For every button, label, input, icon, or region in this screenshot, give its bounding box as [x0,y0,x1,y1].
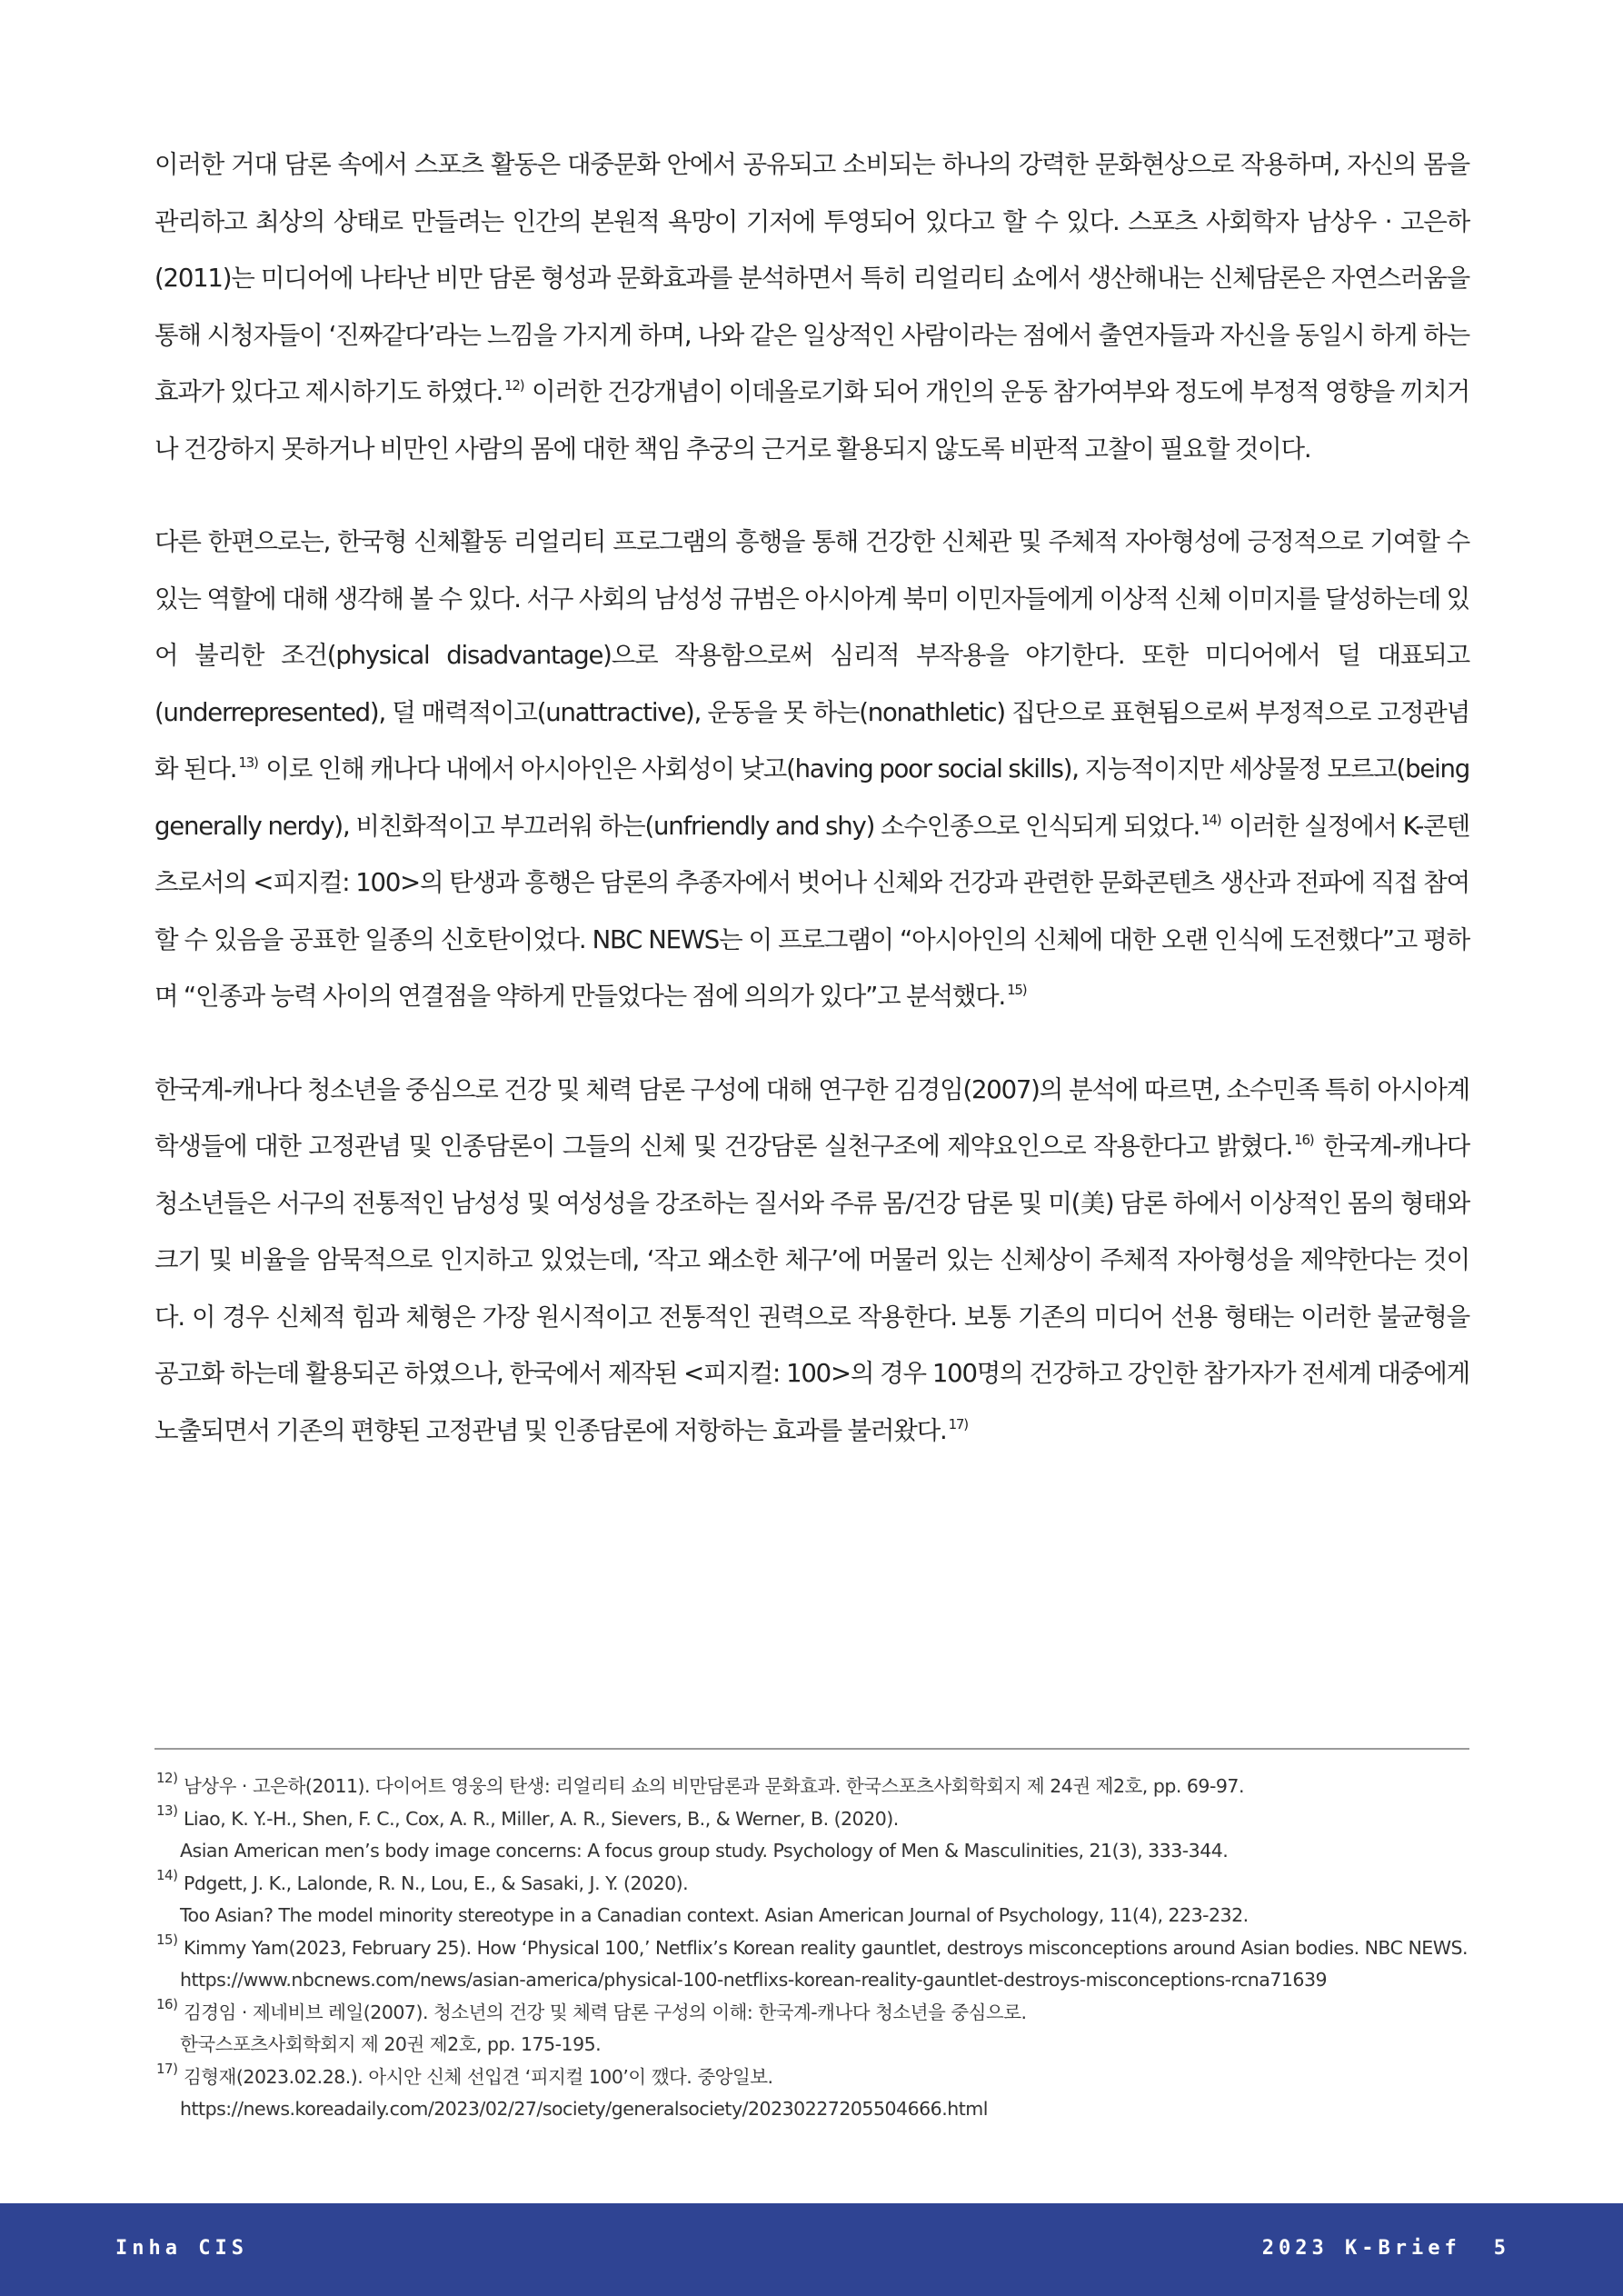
footnote-17: $^{17)}$ 김형재(2023.02.28.). 아시안 신체 선입견 ‘피지컬 100’이 깼다. 중앙일보. https://news.koreadaily.com/2023/02/27/society/generalsociety/20230227205504666.html [154,2061,1469,2126]
footnote-13: $^{13)}$ Liao, K. Y.-H., Shen, F. C., Cox, A. R., Miller, A. R., Sievers, B., & Werner, B. (2020). Asian American men’s body image concerns: A focus group study. Psychology of Men & Masculinities, 21(3), 333-344. [156,1802,1229,1862]
footnote-15: $^{15)}$ Kimmy Yam(2023, February 25). How ‘Physical 100,’ Netflix’s Korean reality gauntlet, destroys misconceptions around Asian bodies. NBC NEWS. https://www.nbcnews.com/news/asian-america/physical-100-netflixs-korean-reality-gauntlet-destroys-misconceptions-rcna71639 [154,1932,1469,1997]
footer-publisher: Inha CIS [115,2237,248,2260]
footnote-ref-15[interactable]: 15) [1007,982,1027,998]
footnote-12: $^{12)}$ 남상우 · 고은하(2011). 다이어트 영웅의 탄생: 리얼리티 쇼의 비만담론과 문화효과. 한국스포츠사회학회지 제 24권 제2호, pp. 69-97. [156,1770,1244,1797]
footnote-14: $^{14)}$ Pdgett, J. K., Lalonde, R. N., Lou, E., & Sasaki, J. Y. (2020). Too Asian? The model minority stereotype in a Canadian context. Asian American Journal of Psychology, 11(4), 223-232. [156,1866,1249,1926]
footnote-ref-17[interactable]: 17) [948,1415,968,1433]
footnote-ref-13[interactable]: 13) [238,754,258,771]
footnote-16: $^{16)}$ 김경임 · 제네비브 레일(2007). 청소년의 건강 및 체력 담론 구성의 이해: 한국계-캐나다 청소년을 중심으로. 한국스포츠사회학회지 제 20권 제2호, pp. 175-195. [156,1995,1027,2055]
main-content [154,136,1469,1495]
footnote-divider [154,1748,1469,1750]
paragraph-1: 이러한 거대 담론 속에서 스포츠 활동은 대중문화 안에서 공유되고 소비되는 하나의 강력한 문화현상으로 작용하며, 자신의 몸을 관리하고 최상의 상태로 만들려는 인간의 본원적 욕망이 기저에 투영되어 있다고 할 수 있다. 스포츠 사회학자 남상우 · 고은하(2011)는 미디어에 나타난 비만 담론 형성과 문화효과를 분석하면서 특히 리얼리티 쇼에서 생산해내는 신체담론은 자연스러움을 통해 시청자들이 ‘진짜같다’라는 느낌을 가지게 하며, 나와 같은 일상적인 사람이라는 점에서 출연자들과 자신을 동일시 하게 하는 효과가 있다고 제시하기도 하였다. $^{12)}$ 이러한 건강개념이 이데올로기화 되어 개인의 운동 참가여부와 정도에 부정적 영향을 끼치거나 건강하지 못하거나 비만인 사람의 몸에 대한 책임 추궁의 근거로 활용되지 않도록 비판적 고찰이 필요할 것이다. [154,150,1470,464]
paragraph-2: 다른 한편으로는, 한국형 신체활동 리얼리티 프로그램의 흥행을 통해 건강한 신체관 및 주체적 자아형성에 긍정적으로 기여할 수 있는 역할에 대해 생각해 볼 수 있다. 서구 사회의 남성성 규범은 아시아계 북미 이민자들에게 이상적 신체 이미지를 달성하는데 있어 불리한 조건(physical disadvantage)으로 작용함으로써 심리적 부작용을 야기한다. 또한 미디어에서 덜 대표되고(underrepresented), 덜 매력적이고(unattractive), 운동을 못 하는(nonathletic) 집단으로 표현됨으로써 부정적으로 고정관념화 된다. $^{13)}$ 이로 인해 캐나다 내에서 아시아인은 사회성이 낮고(having poor social skills), 지능적이지만 세상물정 모르고(being generally nerdy), 비친화적이고 부끄러워 하는(unfriendly and shy) 소수인종으로 인식되게 되었다. $^{14)}$ 이러한 실정에서 K-콘텐츠로서의 <피지컬: 100>의 탄생과 흥행은 담론의 추종자에서 벗어나 신체와 건강과 관련한 문화콘텐츠 생산과 전파에 직접 참여할 수 있음을 공표한 일종의 신호탄이었다. NBC NEWS는 이 프로그램이 “아시아인의 신체에 대한 오랜 인식에 도전했다”고 평하며 “인종과 능력 사이의 연결점을 약하게 만들었다는 점에 의의가 있다”고 분석했다. $^{15)}$ [154,527,1469,1011]
footnote-15-link[interactable]: https://www.nbcnews.com/news/asian-america/physical-100-netflixs-korean-reality-gauntlet-destroys-misconceptions-rcna71639 [180,1969,1328,1991]
footer-right [1262,2237,1510,2260]
footnote-ref-12[interactable]: 12) [504,377,524,394]
footer-title: 2023 K-Brief [1261,2237,1461,2260]
footnote-ref-14[interactable]: 14) [1201,811,1221,828]
footnote-ref-16[interactable]: 16) [1294,1132,1314,1148]
footnotes [154,1771,1469,2126]
paragraph-3: 한국계-캐나다 청소년을 중심으로 건강 및 체력 담론 구성에 대해 연구한 김경임(2007)의 분석에 따르면, 소수민족 특히 아시아계 학생들에 대한 고정관념 및 인종담론이 그들의 신체 및 건강담론 실천구조에 제약요인으로 작용한다고 밝혔다. $^{16)}$ 한국계-캐나다 청소년들은 서구의 전통적인 남성성 및 여성성을 강조하는 질서와 주류 몸/건강 담론 및 미(美) 담론 하에서 이상적인 몸의 형태와 크기 및 비율을 암묵적으로 인지하고 있었는데, ‘작고 왜소한 체구’에 머물러 있는 신체상이 주체적 자아형성을 제약한다는 것이다. 이 경우 신체적 힘과 체형은 가장 원시적이고 전통적인 권력으로 작용한다. 보통 기존의 미디어 선용 형태는 이러한 불균형을 공고화 하는데 활용되곤 하였으나, 한국에서 제작된 <피지컬: 100>의 경우 100명의 건강하고 강인한 참가자가 전세계 대중에게 노출되면서 기존의 편향된 고정관념 및 인종담론에 저항하는 효과를 불러왔다. $^{17)}$ [154,1074,1469,1445]
page-number: 5 [1493,2237,1510,2260]
footnote-17-link[interactable]: https://news.koreadaily.com/2023/02/27/society/generalsociety/20230227205504666.html [180,2098,988,2120]
page-footer [0,2203,1623,2296]
